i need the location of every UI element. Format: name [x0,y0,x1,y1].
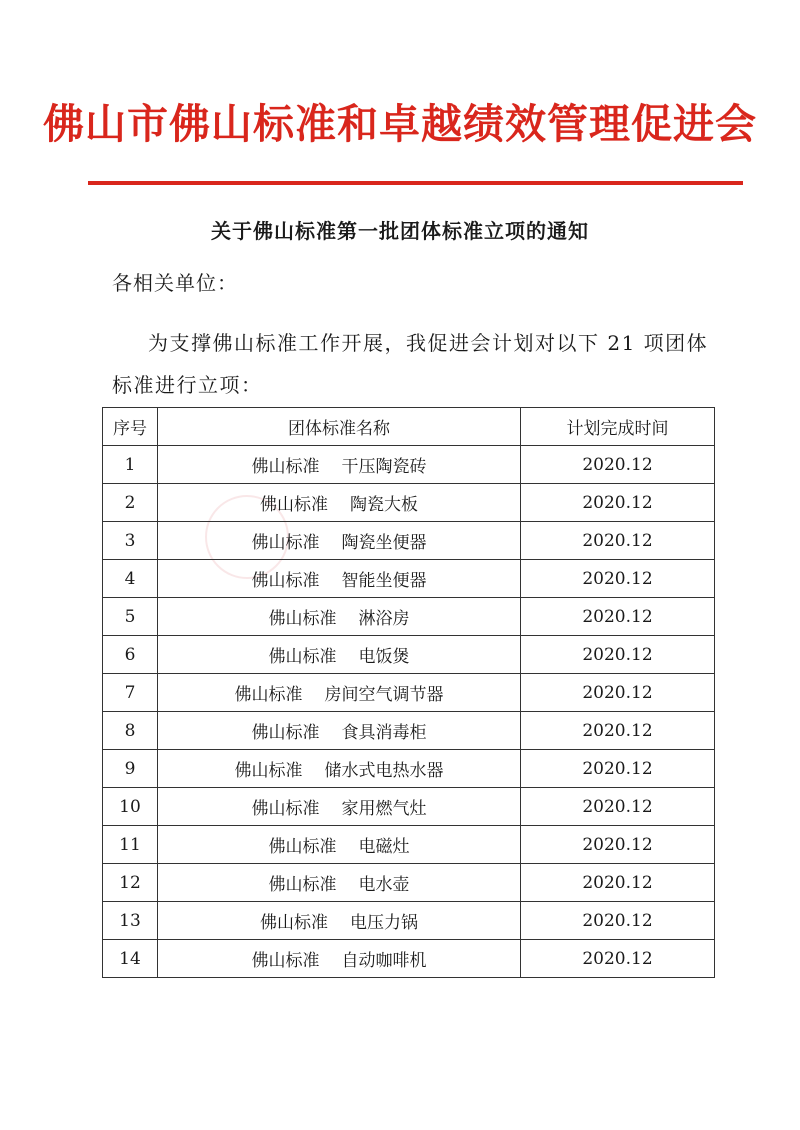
row-standard-name [158,484,521,522]
standard-name-product: 家用燃气灶 [341,799,427,819]
standard-name-prefix: 佛山标准 [234,685,303,705]
table-row [103,902,715,940]
standard-name-product: 房间空气调节器 [324,685,444,705]
row-planned-date: 2020.12 [521,712,715,750]
row-planned-date: 2020.12 [521,484,715,522]
row-standard-name [158,826,521,864]
row-serial-no: 10 [103,788,158,826]
row-serial-no: 1 [103,446,158,484]
standard-name-product: 淋浴房 [358,609,410,629]
row-planned-date: 2020.12 [521,446,715,484]
row-serial-no: 7 [103,674,158,712]
standard-name-prefix: 佛山标准 [260,913,328,933]
standards-table [102,407,715,978]
header-planned-date: 计划完成时间 [521,408,715,446]
row-standard-name [158,522,521,560]
standard-name-prefix: 佛山标准 [268,837,337,857]
row-serial-no: 2 [103,484,158,522]
standard-name-product: 智能坐便器 [341,571,427,591]
row-standard-name [158,750,521,788]
row-serial-no: 14 [103,940,158,978]
row-serial-no: 12 [103,864,158,902]
row-standard-name [158,864,521,902]
standard-name-product: 陶瓷大板 [350,495,418,515]
standard-name-prefix: 佛山标准 [251,951,320,971]
row-standard-name [158,560,521,598]
standard-name-prefix: 佛山标准 [251,799,320,819]
standard-name-prefix: 佛山标准 [260,495,328,515]
row-planned-date: 2020.12 [521,598,715,636]
standard-name-product: 自动咖啡机 [341,951,427,971]
table-row [103,864,715,902]
standard-name-product: 电磁灶 [358,837,410,857]
letterhead-red-rule [88,181,743,185]
standard-name-product: 电水壶 [358,875,410,895]
row-planned-date: 2020.12 [521,674,715,712]
row-standard-name [158,446,521,484]
table-header-row [103,408,715,446]
row-serial-no: 11 [103,826,158,864]
standard-name-product: 食具消毒柜 [341,723,427,743]
row-serial-no: 6 [103,636,158,674]
row-standard-name [158,788,521,826]
table-row [103,826,715,864]
row-serial-no: 4 [103,560,158,598]
row-standard-name [158,636,521,674]
row-serial-no: 5 [103,598,158,636]
standard-name-prefix: 佛山标准 [268,609,337,629]
notice-title: 关于佛山标准第一批团体标准立项的通知 [211,219,589,243]
row-serial-no: 9 [103,750,158,788]
standard-name-product: 陶瓷坐便器 [341,533,427,553]
standard-name-prefix: 佛山标准 [251,723,320,743]
header-serial-no: 序号 [103,408,158,446]
letterhead-org-name: 佛山市佛山标准和卓越绩效管理促进会 [43,100,757,148]
standard-name-product: 电饭煲 [358,647,410,667]
row-planned-date: 2020.12 [521,636,715,674]
row-planned-date: 2020.12 [521,788,715,826]
standard-name-product: 干压陶瓷砖 [341,457,427,477]
standard-name-prefix: 佛山标准 [268,647,337,667]
row-serial-no: 8 [103,712,158,750]
row-standard-name [158,598,521,636]
row-planned-date: 2020.12 [521,522,715,560]
row-serial-no: 13 [103,902,158,940]
table-row [103,560,715,598]
table-row [103,598,715,636]
row-serial-no: 3 [103,522,158,560]
row-planned-date: 2020.12 [521,750,715,788]
table-row [103,636,715,674]
standard-name-product: 电压力锅 [350,913,418,933]
standard-name-prefix: 佛山标准 [234,761,303,781]
row-planned-date: 2020.12 [521,902,715,940]
row-standard-name [158,674,521,712]
standard-name-prefix: 佛山标准 [251,457,320,477]
notice-salutation: 各相关单位： [112,271,238,295]
standard-name-prefix: 佛山标准 [251,571,320,591]
table-row [103,674,715,712]
row-planned-date: 2020.12 [521,560,715,598]
table-row [103,712,715,750]
row-planned-date: 2020.12 [521,940,715,978]
row-standard-name [158,902,521,940]
row-standard-name [158,712,521,750]
row-standard-name [158,940,521,978]
table-body [103,446,715,978]
table-row [103,788,715,826]
table-row [103,446,715,484]
standard-name-prefix: 佛山标准 [268,875,337,895]
header-standard-name: 团体标准名称 [158,408,521,446]
standard-name-prefix: 佛山标准 [251,533,320,553]
table-row [103,750,715,788]
table-row [103,522,715,560]
notice-body: 为支撑佛山标准工作开展，我促进会计划对以下 21 项团体标准进行立项： [112,331,709,397]
row-planned-date: 2020.12 [521,864,715,902]
table-row [103,484,715,522]
row-planned-date: 2020.12 [521,826,715,864]
table-row [103,940,715,978]
standard-name-product: 储水式电热水器 [324,761,444,781]
